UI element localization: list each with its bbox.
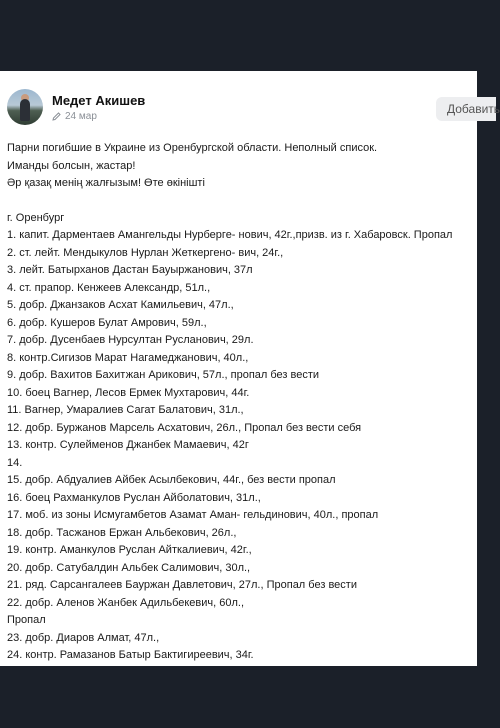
add-button[interactable]: Добавить — [436, 97, 496, 121]
list-item: 11. Вагнер, Умаралиев Сагат Балатович, 31л., — [7, 404, 244, 416]
intro-line: Әр қазақ менің жалғызым! Өте өкінішті — [7, 177, 205, 189]
list-item: 3. лейт. Батырханов Дастан Бауыржанович, 37л — [7, 264, 253, 276]
list-item: 8. контр.Сигизов Марат Нагамеджанович, 40л., — [7, 351, 249, 364]
list-item: 7. добр. Дусенбаев Нурсултан Русланович, 29л. — [7, 334, 254, 346]
top-dark-band — [0, 0, 477, 71]
list-item: г. Оренбург — [7, 211, 65, 224]
list-item: 16. боец Рахманкулов Руслан Айболатович, 31л., — [7, 491, 261, 504]
intro-line: Иманды болсын, жастар! — [7, 159, 136, 172]
list-item: 1. капит. Дарментаев Амангельды Нурберге- нович, 42г.,призв. из г. Хабаровск. Пропал — [7, 229, 453, 241]
list-item: Пропал — [7, 614, 46, 626]
post-header — [0, 71, 500, 141]
list-item: 2. ст. лейт. Мендыкулов Нурлан Жеткергено- вич, 24г., — [7, 246, 284, 259]
avatar[interactable] — [7, 89, 43, 125]
list-item: 10. боец Вагнер, Лесов Ермек Мухтарович, 44г. — [7, 386, 250, 399]
list-item: 15. добр. Абдуалиев Айбек Асылбекович, 44г., без вести пропал — [7, 474, 336, 486]
list-item: 24. контр. Рамазанов Батыр Бактигиреевич, 34г. — [7, 649, 254, 661]
blank-line — [7, 193, 477, 210]
intro-line: Парни погибшие в Украине из Оренбургской области. Неполный список. — [7, 142, 378, 154]
list-item: 9. добр. Вахитов Бахитжан Арикович, 57л., пропал без вести — [7, 369, 320, 381]
bottom-dark-band — [0, 666, 477, 728]
list-item: 13. контр. Сулейменов Джанбек Мамаевич, 42г — [7, 439, 249, 451]
list-item: 22. добр. Аленов Жанбек Адильбекевич, 60л., — [7, 596, 245, 609]
list-item: 4. ст. прапор. Кенжеев Александр, 51л., — [7, 281, 211, 294]
list-item: 20. добр. Сатубалдин Альбек Салимович, 30л., — [7, 561, 251, 574]
post-text — [7, 140, 477, 682]
list-item: 18. добр. Тасжанов Ержан Альбекович, 26л., — [7, 526, 237, 539]
list-item: 23. добр. Диаров Алмат, 47л., — [7, 631, 160, 644]
list-item: 14. — [7, 456, 23, 469]
list-item: 21. ряд. Сарсангалеев Бауржан Давлетович, 27л., Пропал без вести — [7, 579, 357, 591]
list-item: 12. добр. Буржанов Марсель Асхатович, 26л., Пропал без вести себя — [7, 421, 362, 434]
post-card — [0, 71, 500, 666]
post-date[interactable]: 24 мар — [65, 111, 97, 122]
author-name[interactable]: Медет Акишев — [52, 93, 146, 108]
list-item: 19. контр. Аманкулов Руслан Айткалиевич, 42г., — [7, 544, 252, 556]
avatar-person-shape — [20, 99, 30, 121]
list-item: 17. моб. из зоны Исмугамбетов Азамат Аман- гельдинович, 40л., пропал — [7, 509, 379, 521]
list-item: 5. добр. Джанзаков Асхат Камильевич, 47л., — [7, 299, 234, 311]
list-item: 6. добр. Кушеров Булат Амрович, 59л., — [7, 316, 207, 329]
post-meta — [52, 111, 97, 122]
pencil-icon — [52, 112, 61, 121]
